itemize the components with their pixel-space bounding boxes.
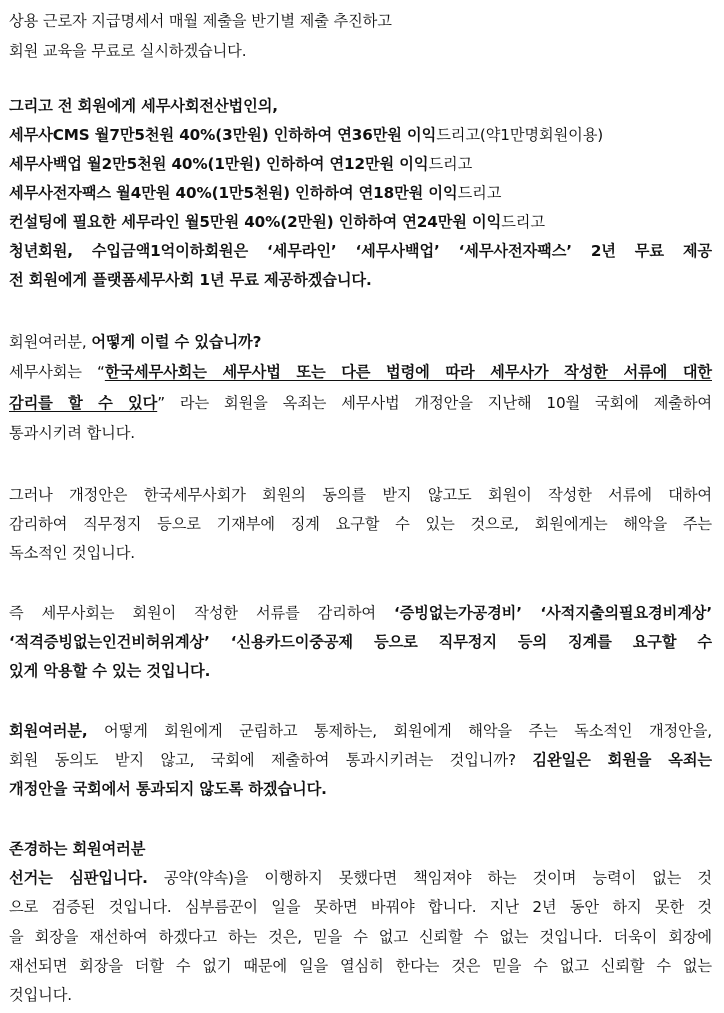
para4-bold-1: 회원여러분, [9, 722, 88, 740]
para3-bold: ‘증빙없는가공경비’ ‘사적지출의필요경비계상’ [394, 604, 713, 622]
benefit-line [9, 207, 545, 237]
amendment-pre: 세무사회는 “ [9, 363, 105, 381]
benefit-cms-bold: 세무사CMS 월7만5천원 40%(3만원) 인하하여 연36만원 이익 [9, 126, 437, 144]
benefit-backup-rest: 드리고 [428, 155, 473, 173]
benefit-line-bold: 컨설팅에 필요한 세무라인 월5만원 40%(2만원) 인하하여 연24만원 이익 [9, 213, 502, 231]
amendment-quote-1: 한국세무사회는 세무사법 또는 다른 법령에 따라 세무사가 작성한 서류에 대한 [104, 363, 712, 381]
intro-line-2: 회원 교육을 무료로 실시하겠습니다. [9, 42, 247, 60]
closing-line-3: 을 회장을 재선하여 하겠다고 하는 것은, 믿을 수 없고 신뢰할 수 없는 것입니다. 더욱이 회장에 [9, 928, 712, 946]
para4-pre-2: 회원 동의도 받지 않고, 국회에 제출하여 통과시키려는 것입니까? [9, 751, 533, 769]
amendment-line-3: 통과시키려 합니다. [9, 424, 136, 442]
closing-heading: 존경하는 회원여러분 [9, 840, 146, 858]
amendment-rest: ” 라는 회원을 옥죄는 세무사법 개정안을 지난해 10월 국회에 제출하여 [157, 394, 712, 412]
closing-rest-1: 공약(약속)을 이행하지 못했다면 책임져야 하는 것이며 능력이 없는 것 [147, 869, 712, 887]
closing-line-5: 것입니다. [9, 986, 73, 1004]
closing-line-4: 재선되면 회장을 더할 수 없기 때문에 일을 열심히 한다는 것은 믿을 수 없고 신뢰할 수 없는 [9, 957, 712, 975]
benefit-platform: 전 회원에게 플랫폼세무사회 1년 무료 제공하겠습니다. [9, 271, 372, 289]
benefit-backup-bold: 세무사백업 월2만5천원 40%(1만원) 인하하여 연12만원 이익 [9, 155, 429, 173]
amendment-line-2 [9, 388, 712, 418]
closing-line-2: 으로 검증된 것입니다. 심부름꾼이 일을 못하면 바꿔야 합니다. 지난 2년 동안 하지 못한 것 [9, 898, 712, 916]
para4-line-2 [9, 745, 712, 775]
benefit-fax-bold: 세무사전자팩스 월4만원 40%(1만5천원) 인하하여 연18만원 이익 [9, 184, 458, 202]
benefit-cms-rest: 드리고(약1만명회원이용) [436, 126, 604, 144]
para4-bold-2: 김완일은 회원을 옥죄는 [532, 751, 712, 769]
benefit-line-rest: 드리고 [501, 213, 545, 231]
benefit-fax-rest: 드리고 [457, 184, 502, 202]
question-prefix: 회원여러분, [9, 333, 87, 351]
para3-pre: 즉 세무사회는 회원이 작성한 서류를 감리하여 [9, 604, 394, 622]
amendment-line-1 [9, 357, 712, 387]
para2-line-3: 독소적인 것입니다. [9, 544, 136, 562]
closing-line-1 [9, 863, 712, 893]
benefit-fax [9, 178, 501, 208]
para2-line-2: 감리하여 직무정지 등으로 기재부에 징계 요구할 수 있는 것으로, 회원에게는 해악을 주는 [9, 515, 712, 533]
closing-bold: 선거는 심판입니다. [9, 869, 148, 887]
benefits-heading: 그리고 전 회원에게 세무사회전산법인의, [9, 97, 278, 115]
para4-rest-1: 어떻게 회원에게 군림하고 통제하는, 회원에게 해악을 주는 독소적인 개정안을, [87, 722, 712, 740]
para3-line-1 [9, 598, 712, 628]
para4-line-1 [9, 716, 712, 746]
benefit-backup [9, 149, 472, 179]
intro-line-1: 상용 근로자 지급명세서 매월 제출을 반기별 제출 추진하고 [9, 12, 392, 30]
para3-line-3: 있게 악용할 수 있는 것입니다. [9, 662, 211, 680]
question-line [9, 327, 261, 357]
amendment-quote-2: 감리를 할 수 있다 [9, 394, 158, 412]
para3-line-2: ‘적격증빙없는인건비허위계상’ ‘신용카드이중공제 등으로 직무정지 등의 징계를 요구할 수 [9, 633, 712, 651]
benefit-cms [9, 120, 603, 150]
question-bold: 어떻게 이럴 수 있습니까? [91, 333, 262, 351]
para2-line-1: 그러나 개정안은 한국세무사회가 회원의 동의를 받지 않고도 회원이 작성한 서류에 대하여 [9, 486, 712, 504]
para4-line-3: 개정안을 국회에서 통과되지 않도록 하겠습니다. [9, 780, 327, 798]
benefit-youth: 청년회원, 수입금액1억이하회원은 ‘세무라인’ ‘세무사백업’ ‘세무사전자팩스’ 2년 무료 제공 [9, 242, 712, 260]
